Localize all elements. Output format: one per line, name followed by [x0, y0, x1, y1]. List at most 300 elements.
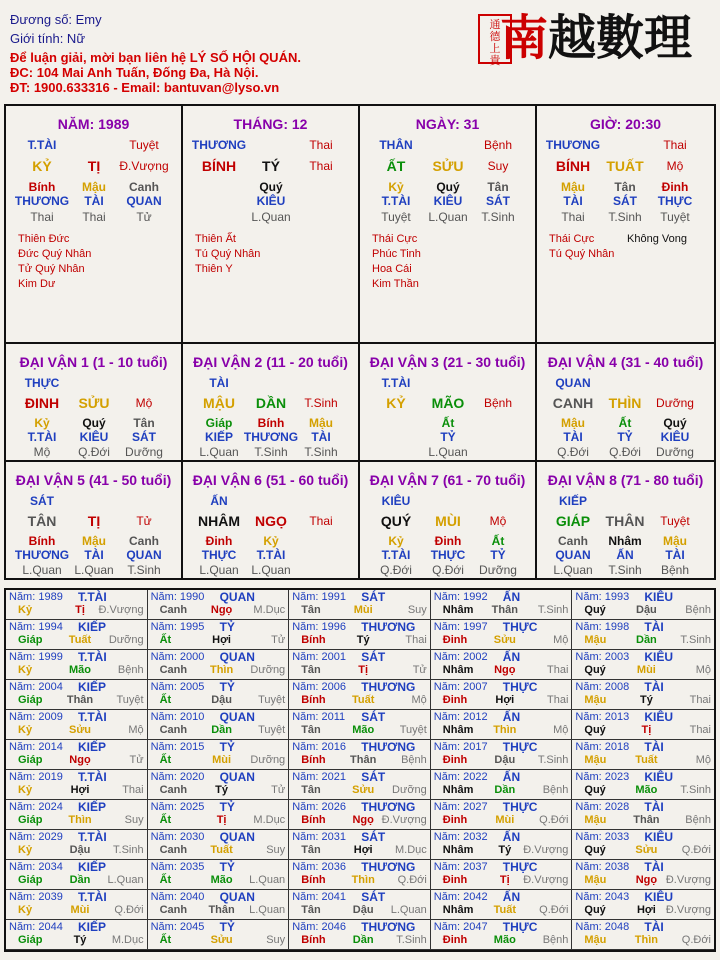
year-cell	[572, 860, 714, 890]
year-label: Năm: 2026	[292, 801, 346, 813]
hidden-phase: Q.Đới	[432, 563, 464, 577]
year-cell	[289, 590, 431, 620]
hidden-phase: T.Sinh	[254, 445, 288, 459]
year-stem: Giáp	[18, 934, 43, 946]
hidden-phase: Dưỡng	[656, 445, 694, 459]
year-cell	[572, 590, 714, 620]
year-phase: Bệnh	[117, 664, 144, 676]
dai-van-cell	[183, 344, 360, 460]
year-stem: Bính	[301, 754, 326, 766]
hidden-god: TỶ	[490, 548, 506, 562]
year-branch: Sửu	[210, 934, 233, 946]
earthly-branch: THÌN	[608, 395, 642, 411]
year-cell	[148, 860, 290, 890]
star-name: Đức Quý Nhân	[18, 248, 92, 260]
year-branch: Thân	[491, 604, 518, 616]
earthly-branch: THÂN	[605, 513, 645, 529]
year-stem: Canh	[159, 844, 188, 856]
year-label: Năm: 2022	[433, 771, 488, 783]
year-phase: Q.Đới	[397, 874, 427, 886]
year-stem: Tân	[301, 904, 321, 916]
phase: Bệnh	[483, 138, 513, 152]
year-stem: Mậu	[584, 694, 607, 706]
hidden-phase: L.Quan	[428, 210, 468, 224]
year-branch: Tuất	[351, 694, 375, 706]
year-label: Năm: 2045	[150, 921, 205, 933]
hidden-phase: Tuyệt	[660, 210, 690, 224]
year-stem: Mậu	[584, 814, 607, 826]
dai-van-cell	[6, 344, 183, 460]
earthly-branch: TỊ	[87, 158, 101, 174]
year-phase: T.Sinh	[113, 844, 144, 856]
year-stem: Canh	[159, 604, 188, 616]
year-phase: Suy	[266, 844, 286, 856]
hidden-stem: Bính	[257, 416, 285, 430]
brand-logo	[478, 8, 710, 72]
year-phase: Tuyệt	[399, 724, 427, 736]
year-ten-god: THƯƠNG	[361, 860, 416, 874]
dai-van-cell	[537, 462, 714, 580]
phase: Tuyệt	[660, 514, 690, 528]
hidden-stem: Kỷ	[388, 534, 404, 548]
year-label: Năm: 1995	[150, 621, 205, 633]
dai-van-row-2	[6, 462, 714, 580]
year-stem: Ất	[159, 754, 172, 766]
year-stem: Nhâm	[442, 904, 474, 916]
hidden-phase: Tử	[136, 210, 152, 224]
annual-luck-grid	[4, 588, 716, 952]
hidden-stem: Mậu	[663, 534, 687, 548]
ten-god: T.TÀI	[27, 138, 57, 152]
year-ten-god: ẤN	[502, 650, 521, 664]
hidden-phase: Dưỡng	[479, 563, 517, 577]
heavenly-stem: ẤT	[386, 158, 406, 174]
year-label: Năm: 2024	[9, 801, 63, 813]
year-phase: Mộ	[128, 724, 144, 736]
year-label: Năm: 2043	[575, 891, 630, 903]
pillar-title: GIỜ: 20:30	[589, 116, 662, 132]
hidden-stem: Giáp	[205, 416, 233, 430]
year-label: Năm: 2031	[292, 831, 346, 843]
year-phase: Q.Đới	[114, 904, 144, 916]
year-phase: Dưỡng	[250, 664, 286, 676]
hidden-phase: Dưỡng	[125, 445, 163, 459]
year-branch: Dần	[211, 724, 232, 736]
year-phase: Suy	[124, 814, 144, 826]
star-name: Thiên Y	[195, 263, 233, 275]
year-ten-god: THỰC	[502, 800, 538, 814]
year-label: Năm: 2017	[433, 741, 488, 753]
pillar-cell	[537, 106, 714, 342]
year-phase: Q.Đới	[681, 844, 711, 856]
year-cell	[572, 830, 714, 860]
year-cell	[431, 740, 573, 770]
year-ten-god: ẤN	[502, 590, 521, 604]
khong-vong: Không Vong	[627, 233, 687, 245]
year-phase: Dưỡng	[250, 754, 286, 766]
year-branch: Dần	[494, 784, 516, 796]
star-name: Hoa Cái	[372, 263, 412, 275]
year-branch: Dậu	[494, 754, 516, 766]
dai-van-title: ĐẠI VẬN 4 (31 - 40 tuổi)	[547, 354, 704, 370]
year-branch: Dần	[352, 934, 374, 946]
year-branch: Mùi	[70, 904, 90, 916]
red-seal: 通 德 上 貴	[478, 14, 512, 64]
year-stem: Mậu	[584, 754, 607, 766]
year-stem: Nhâm	[442, 664, 474, 676]
year-ten-god: TÀI	[644, 680, 664, 694]
hidden-stem: Bính	[28, 534, 56, 548]
year-branch: Tuất	[635, 754, 658, 766]
hidden-phase: L.Quan	[251, 563, 291, 577]
year-cell	[289, 680, 431, 710]
year-label: Năm: 2012	[433, 711, 488, 723]
heavenly-stem: CANH	[552, 395, 594, 411]
year-stem: Kỷ	[18, 844, 33, 856]
year-label: Năm: 2004	[9, 681, 63, 693]
year-branch: Hợi	[212, 634, 231, 646]
year-phase: Bệnh	[542, 784, 569, 796]
year-branch: Mùi	[212, 754, 232, 766]
hidden-phase: L.Quan	[251, 210, 291, 224]
year-phase: Bệnh	[685, 814, 711, 826]
earthly-branch: TÝ	[262, 158, 280, 174]
hidden-god: T.TÀI	[381, 548, 411, 562]
year-label: Năm: 2009	[9, 711, 63, 723]
year-ten-god: THƯƠNG	[361, 800, 416, 814]
year-phase: T.Sinh	[680, 634, 711, 646]
year-phase: L.Quan	[390, 904, 427, 916]
year-ten-god: TỶ	[219, 740, 235, 754]
year-cell	[431, 680, 573, 710]
earthly-branch: TUẤT	[606, 158, 644, 174]
year-ten-god: T.TÀI	[78, 770, 107, 784]
year-branch: Thân	[66, 694, 94, 706]
year-ten-god: KIÊU	[644, 590, 674, 604]
ten-god: ẤN	[210, 494, 228, 508]
year-ten-god: THƯƠNG	[361, 920, 416, 934]
year-label: Năm: 2034	[9, 861, 63, 873]
pillar-cell	[360, 106, 537, 342]
ten-god: T.TÀI	[381, 376, 411, 390]
year-ten-god: TỶ	[219, 800, 235, 814]
year-label: Năm: 2019	[9, 771, 63, 783]
ten-god: THỰC	[24, 376, 60, 390]
year-label: Năm: 1998	[575, 621, 630, 633]
year-cell	[572, 680, 714, 710]
year-label: Năm: 1994	[9, 621, 63, 633]
year-cell	[431, 770, 573, 800]
year-cell	[431, 890, 573, 920]
year-label: Năm: 2039	[9, 891, 63, 903]
year-stem: Nhâm	[442, 844, 474, 856]
phase: Tử	[136, 514, 152, 528]
year-stem: Bính	[301, 934, 326, 946]
year-stem: Bính	[301, 634, 326, 646]
year-stem: Tân	[301, 784, 321, 796]
year-cell	[431, 590, 573, 620]
year-phase: L.Quan	[249, 874, 286, 886]
phase: Thai	[309, 514, 333, 528]
star-name: Thiên Đức	[18, 233, 70, 245]
hidden-stem: Canh	[558, 534, 588, 548]
year-stem: Tân	[301, 844, 321, 856]
year-phase: Thai	[689, 694, 711, 706]
year-stem: Quý	[584, 664, 606, 676]
phase: Thai	[663, 138, 687, 152]
star-name: Thái Cực	[549, 233, 595, 245]
year-branch: Mão	[210, 874, 233, 886]
year-ten-god: ẤN	[502, 890, 521, 904]
year-phase: Thai	[405, 634, 427, 646]
year-cell	[572, 710, 714, 740]
hidden-stem: Ất	[491, 534, 505, 548]
year-branch: Mùi	[353, 604, 373, 616]
year-ten-god: KIÊU	[644, 650, 674, 664]
year-phase: Thai	[546, 694, 569, 706]
year-label: Năm: 2015	[150, 741, 205, 753]
year-cell	[6, 680, 148, 710]
year-stem: Tân	[301, 664, 321, 676]
year-branch: Thân	[350, 754, 377, 766]
year-phase: Đ.Vượng	[523, 874, 569, 886]
star-name: Tú Quý Nhân	[195, 248, 261, 260]
year-phase: Bệnh	[401, 754, 427, 766]
year-branch: Sửu	[68, 724, 92, 736]
year-ten-god: KIẾP	[78, 620, 107, 634]
year-cell	[431, 620, 573, 650]
year-branch: Hợi	[636, 904, 656, 916]
year-ten-god: T.TÀI	[78, 830, 107, 844]
year-cell	[6, 770, 148, 800]
year-label: Năm: 2010	[150, 711, 205, 723]
year-branch: Thân	[633, 814, 660, 826]
year-ten-god: ẤN	[502, 770, 521, 784]
year-cell	[6, 590, 148, 620]
year-cell	[6, 830, 148, 860]
year-label: Năm: 2027	[433, 801, 488, 813]
chart-board	[4, 104, 716, 580]
year-phase: Đ.Vượng	[665, 904, 711, 916]
year-ten-god: TÀI	[644, 800, 664, 814]
year-stem: Giáp	[18, 874, 43, 886]
year-phase: Bệnh	[685, 604, 711, 616]
ten-god: THƯƠNG	[191, 138, 247, 152]
hidden-phase: Q.Đới	[609, 445, 641, 459]
year-stem: Bính	[301, 694, 326, 706]
year-cell	[289, 800, 431, 830]
hidden-stem: Tân	[487, 180, 509, 194]
hidden-phase: L.Quan	[74, 563, 114, 577]
year-label: Năm: 1999	[9, 651, 63, 663]
year-cell	[148, 770, 290, 800]
year-phase: Suy	[266, 934, 286, 946]
year-label: Năm: 2025	[150, 801, 205, 813]
ten-god: THÂN	[379, 138, 413, 152]
hidden-phase: T.Sinh	[481, 210, 515, 224]
year-branch: Tuất	[210, 844, 233, 856]
year-label: Năm: 1989	[9, 591, 63, 603]
year-label: Năm: 2037	[433, 861, 488, 873]
year-label: Năm: 2001	[292, 651, 346, 663]
hidden-stem: Bính	[28, 180, 56, 194]
year-cell	[148, 680, 290, 710]
year-branch: Hợi	[495, 694, 515, 706]
year-cell	[572, 650, 714, 680]
hidden-stem: Tân	[614, 180, 636, 194]
year-ten-god: TỶ	[219, 860, 235, 874]
year-stem: Giáp	[18, 634, 43, 646]
year-ten-god: SÁT	[361, 830, 386, 844]
hidden-phase: T.Sinh	[608, 563, 642, 577]
year-phase: Tử	[412, 664, 427, 676]
earthly-branch: NGỌ	[255, 513, 287, 529]
year-cell	[289, 830, 431, 860]
year-ten-god: THƯƠNG	[361, 680, 416, 694]
heavenly-stem: QUÝ	[380, 513, 412, 529]
hidden-stem: Mậu	[82, 180, 106, 194]
year-ten-god: THƯƠNG	[361, 740, 416, 754]
year-label: Năm: 1990	[150, 591, 205, 603]
year-stem: Đinh	[442, 874, 468, 886]
nayin-phase: Đ.Vượng	[119, 159, 169, 173]
year-ten-god: KIÊU	[644, 710, 674, 724]
year-stem: Nhâm	[442, 784, 474, 796]
year-ten-god: SÁT	[361, 890, 386, 904]
year-cell	[289, 710, 431, 740]
dai-van-title: ĐẠI VẬN 8 (71 - 80 tuổi)	[547, 472, 704, 488]
year-ten-god: TÀI	[644, 920, 664, 934]
year-cell	[572, 920, 714, 950]
dai-van-cell	[360, 462, 537, 580]
year-branch: Mão	[352, 724, 375, 736]
year-ten-god: ẤN	[502, 830, 521, 844]
year-branch: Mão	[493, 934, 516, 946]
year-branch: Tuất	[68, 634, 92, 646]
year-branch: Thìn	[351, 874, 375, 886]
year-cell	[431, 650, 573, 680]
hidden-phase: L.Quan	[199, 445, 239, 459]
heavenly-stem: BÍNH	[555, 158, 591, 174]
dai-van-title: ĐẠI VẬN 1 (1 - 10 tuổi)	[19, 354, 168, 370]
year-ten-god: QUAN	[219, 650, 255, 664]
year-phase: Suy	[407, 604, 427, 616]
year-cell	[148, 650, 290, 680]
year-phase: Tuyệt	[116, 694, 144, 706]
dai-van-row-1	[6, 344, 714, 462]
year-ten-god: T.TÀI	[78, 890, 107, 904]
year-label: Năm: 1996	[292, 621, 346, 633]
year-phase: Mộ	[695, 664, 711, 676]
hidden-stem: Mậu	[561, 416, 585, 430]
year-ten-god: THỰC	[502, 920, 538, 934]
star-name: Kim Thần	[372, 278, 419, 290]
year-label: Năm: 2008	[575, 681, 630, 693]
year-phase: Mộ	[411, 694, 427, 706]
hidden-stem: Kỷ	[388, 180, 404, 194]
year-ten-god: TỶ	[219, 620, 235, 634]
hidden-phase: Q.Đới	[78, 445, 110, 459]
hidden-god: THỰC	[657, 194, 693, 208]
dai-van-cell	[360, 344, 537, 460]
hidden-god: QUAN	[555, 548, 591, 562]
year-branch: Dậu	[352, 904, 374, 916]
year-ten-god: SÁT	[361, 590, 386, 604]
year-cell	[289, 620, 431, 650]
year-cell	[289, 770, 431, 800]
year-stem: Đinh	[442, 754, 468, 766]
year-stem: Kỷ	[18, 904, 33, 916]
dai-van-title: ĐẠI VẬN 5 (41 - 50 tuổi)	[15, 472, 172, 488]
contact-line-1: Để luận giải, mời bạn liên hệ LÝ SỐ HỘI QUÁN.	[10, 50, 301, 65]
year-label: Năm: 2014	[9, 741, 63, 753]
nayin-phase: Thai	[309, 159, 333, 173]
pillar-cell	[6, 106, 183, 342]
hidden-stem: Canh	[129, 180, 159, 194]
earthly-branch: MÙI	[435, 513, 461, 529]
hidden-phase: T.Sinh	[127, 563, 161, 577]
hidden-stem: Tân	[133, 416, 155, 430]
year-label: Năm: 2040	[150, 891, 205, 903]
nayin-phase: Mộ	[666, 159, 684, 173]
hidden-god: TỶ	[440, 430, 456, 444]
year-ten-god: TỶ	[219, 920, 235, 934]
year-label: Năm: 2006	[292, 681, 346, 693]
year-label: Năm: 2016	[292, 741, 346, 753]
brand-title: 南越數理	[500, 10, 693, 66]
year-stem: Quý	[584, 604, 606, 616]
hidden-stem: Quý	[436, 180, 460, 194]
year-phase: L.Quan	[249, 904, 286, 916]
year-branch: Thìn	[209, 664, 234, 676]
year-label: Năm: 2013	[575, 711, 630, 723]
year-stem: Quý	[584, 904, 606, 916]
header	[0, 0, 720, 100]
year-stem: Giáp	[18, 814, 43, 826]
year-cell	[289, 650, 431, 680]
hidden-phase: Bệnh	[660, 563, 690, 577]
hidden-god: TỶ	[617, 430, 633, 444]
phase: Dưỡng	[656, 396, 694, 410]
year-ten-god: SÁT	[361, 770, 386, 784]
year-stem: Quý	[584, 784, 606, 796]
year-stem: Ất	[159, 634, 172, 646]
year-label: Năm: 2029	[9, 831, 63, 843]
ten-god: THƯƠNG	[545, 138, 601, 152]
year-cell	[6, 740, 148, 770]
year-stem: Canh	[159, 904, 188, 916]
year-phase: Q.Đới	[539, 904, 569, 916]
year-label: Năm: 1997	[433, 621, 488, 633]
year-cell	[289, 860, 431, 890]
year-ten-god: THỰC	[502, 680, 538, 694]
year-phase: Đ.Vượng	[665, 874, 711, 886]
year-label: Năm: 2044	[9, 921, 63, 933]
year-branch: Tị	[358, 664, 369, 676]
year-cell	[148, 890, 290, 920]
year-stem: Kỷ	[18, 724, 33, 736]
year-branch: Tị	[75, 604, 85, 616]
hidden-god: SÁT	[613, 194, 637, 208]
year-cell	[572, 770, 714, 800]
year-phase: Q.Đới	[681, 934, 711, 946]
hidden-phase: L.Quan	[22, 563, 62, 577]
year-label: Năm: 2046	[292, 921, 346, 933]
hidden-god: KIẾP	[204, 430, 233, 444]
year-phase: M.Dục	[253, 604, 286, 616]
earthly-branch: DẦN	[255, 395, 287, 411]
year-ten-god: QUAN	[219, 890, 255, 904]
